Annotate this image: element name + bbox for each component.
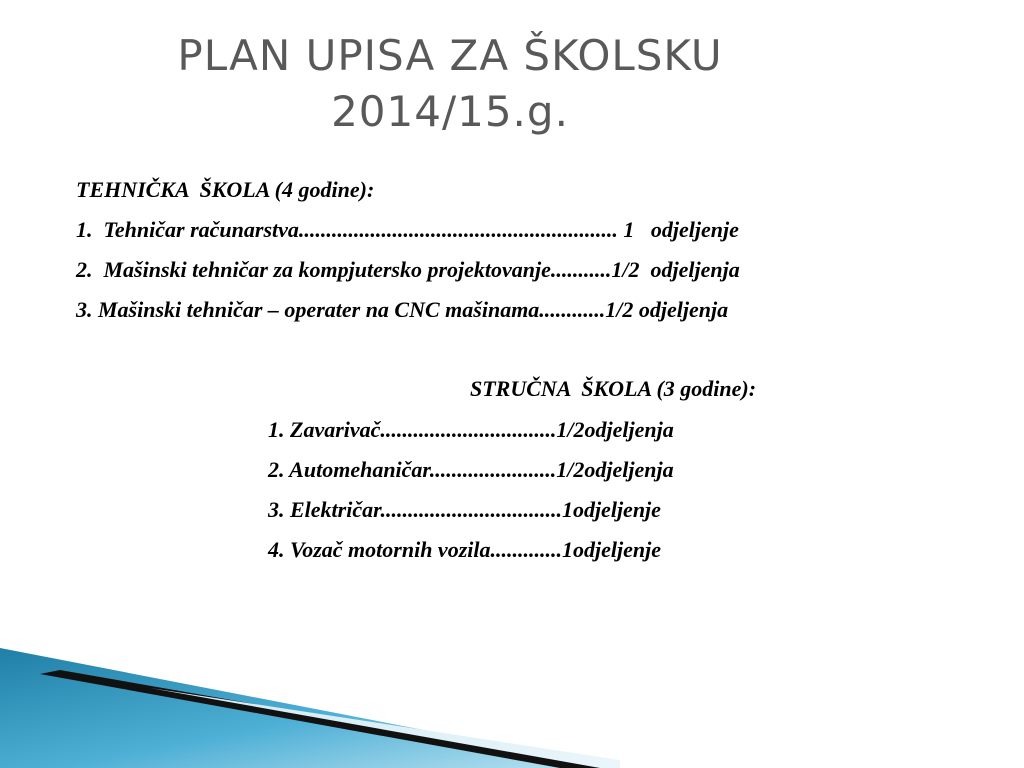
vocational-item-1: 1. Zavarivač................................1/2odjeljenja — [268, 417, 674, 442]
vocational-school-heading: STRUČNA ŠKOLA (3 godine): — [470, 376, 757, 401]
technical-school-heading: TEHNIČKA ŠKOLA (4 godine): — [76, 177, 375, 202]
vocational-item-3: 3. Električar.................................1odjeljenje — [268, 497, 661, 522]
technical-item-3: 3. Mašinski tehničar – operater na CNC mašinama............1/2 odjeljenja — [76, 297, 729, 322]
title-line-2: 2014/15.g. — [331, 87, 569, 136]
slide-title — [0, 28, 900, 140]
vocational-item-2: 2. Automehaničar.......................1/2odjeljenja — [268, 457, 674, 482]
title-line-1: PLAN UPISA ZA ŠKOLSKU — [177, 31, 723, 80]
technical-item-1: 1. Tehničar računarstva.......................................................... 1 odjeljenje — [76, 217, 739, 242]
vocational-item-4: 4. Vozač motornih vozila.............1odjeljenje — [268, 537, 661, 562]
technical-item-2: 2. Mašinski tehničar za kompjutersko projektovanje...........1/2 odjeljenja — [76, 257, 740, 282]
decorative-corner-swoosh — [0, 648, 620, 768]
